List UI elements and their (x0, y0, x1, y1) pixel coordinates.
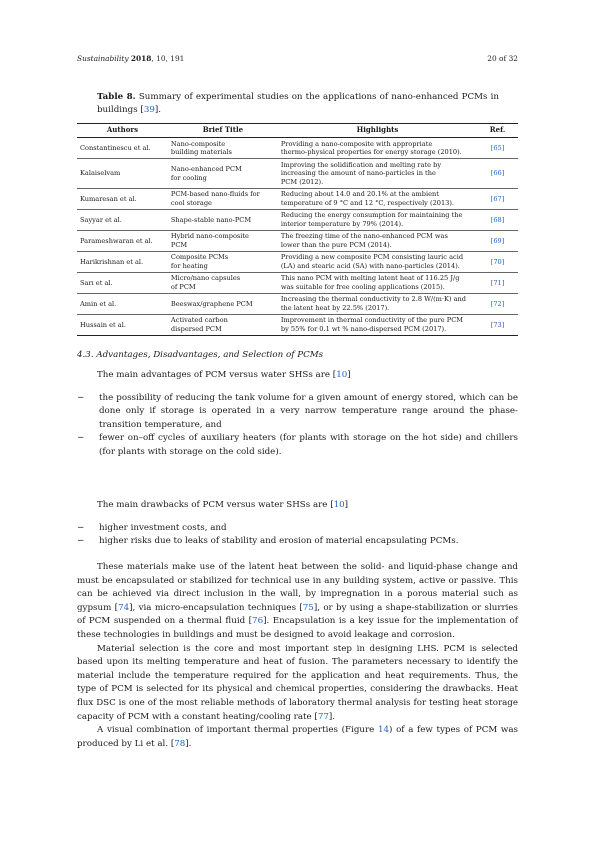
cell-ref[interactable]: [66] (477, 159, 518, 188)
cell-authors: Kumaresan et al. (77, 188, 168, 209)
summary-table (77, 123, 518, 336)
page-number: 20 of 32 (487, 54, 518, 63)
citation-link[interactable]: 76 (252, 616, 264, 627)
drawback-item: − higher investment costs, and (77, 522, 227, 533)
cell-brief-title: Nano-enhanced PCM for cooling (168, 159, 278, 188)
table-row (77, 230, 518, 251)
cell-ref[interactable]: [73] (477, 314, 518, 335)
cell-highlights: Improving the solidification and melting rate by increasing the amount of nano-particles in the PCM (2012). (278, 159, 477, 188)
cell-authors: Parameshwaran et al. (77, 230, 168, 251)
cell-brief-title: Composite PCMs for heating (168, 251, 278, 272)
cell-ref[interactable]: [72] (477, 293, 518, 314)
citation-link[interactable]: 39 (143, 105, 155, 115)
table-row (77, 251, 518, 272)
column-header-highlights: Highlights (278, 124, 477, 138)
table-row (77, 272, 518, 293)
advantage-item: − the possibility of reducing the tank volume for a given amount of energy stored, which can be done only if storage is operated in a very narrow temperature range around the phase-transition temperature, and (77, 392, 518, 430)
cell-highlights: The freezing time of the nano-enhanced PCM was lower than the pure PCM (2014). (278, 230, 477, 251)
advantages-intro: The main advantages of PCM versus water SHSs are [10] (97, 370, 351, 380)
table-caption: Table 8. Summary of experimental studies on the applications of nano-enhanced PCMs in buildings [39]. (97, 92, 499, 115)
cell-brief-title: Micro/nano capsules of PCM (168, 272, 278, 293)
running-header (77, 54, 518, 63)
cell-brief-title: Shape-stable nano-PCM (168, 209, 278, 230)
citation-link[interactable]: 78 (174, 738, 186, 749)
table-row (77, 159, 518, 188)
cell-ref[interactable]: [70] (477, 251, 518, 272)
section-heading: 4.3. Advantages, Disadvantages, and Selection of PCMs (77, 350, 324, 360)
cell-authors: Sarı et al. (77, 272, 168, 293)
advantage-item: − fewer on–off cycles of auxiliary heaters (for plants with storage on the hot side) and chillers (for plants with storage on the cold side). (77, 433, 518, 457)
column-header-ref: Ref. (477, 124, 518, 138)
cell-authors: Constantinescu et al. (77, 138, 168, 159)
table-row (77, 188, 518, 209)
table-body (77, 138, 518, 335)
table-row (77, 209, 518, 230)
cell-authors: Hussain et al. (77, 314, 168, 335)
cell-brief-title: Beeswax/graphene PCM (168, 293, 278, 314)
table-row (77, 314, 518, 335)
table-header-row (77, 124, 518, 138)
drawbacks-block (77, 499, 518, 549)
column-header-brief-title: Brief Title (168, 124, 278, 138)
cell-highlights: Providing a nano-composite with appropriate thermo-physical properties for energy storage (2010). (278, 138, 477, 159)
cell-brief-title: Nano-composite building materials (168, 138, 278, 159)
cell-ref[interactable]: [69] (477, 230, 518, 251)
cell-highlights: Increasing the thermal conductivity to 2.8 W/(m·K) and the latent heat by 22.5% (2017). (278, 293, 477, 314)
cell-highlights: Improvement in thermal conductivity of the pure PCM by 55% for 0.1 wt % nano-dispersed PCM (2017). (278, 314, 477, 335)
citation-link[interactable]: 75 (302, 602, 314, 613)
cell-authors: Amin et al. (77, 293, 168, 314)
drawbacks-intro: The main drawbacks of PCM versus water SHSs are [10] (97, 500, 349, 510)
cell-brief-title: Activated carbon dispersed PCM (168, 314, 278, 335)
paragraph: Material selection is the core and most important step in designing LHS. PCM is selected based upon its melting temperature and heat of fusion. The parameters necessary to identify the material include the temperature required for the application and heat requirements. Thus, the type of PCM is selected for its physical and chemical properties, considering the drawbacks. Heat flux DSC is one of the most reliable methods of laboratory thermal analysis for testing heat storage capacity of PCM with a constant heating/cooling rate [77]. (77, 643, 518, 722)
body-text (77, 561, 518, 751)
journal-citation: Sustainability 2018, 10, 191 (77, 54, 185, 63)
cell-ref[interactable]: [65] (477, 138, 518, 159)
cell-ref[interactable]: [67] (477, 188, 518, 209)
cell-authors: Harikrishnan et al. (77, 251, 168, 272)
paragraph: These materials make use of the latent heat between the solid- and liquid-phase change and must be encapsulated or stabilized for technical use in any building system, active or passive. This can be achieved via direct inclusion in the wall, by impregnation in a porous material such as gypsum [74], via micro-encapsulation techniques [75], or by using a shape-stabilization or slurries of PCM suspended on a thermal fluid [76]. Encapsulation is a key issue for the implementation of these technologies in buildings and must be designed to avoid leakage and corrosion. (77, 562, 519, 640)
figure-link[interactable]: 14 (377, 725, 390, 736)
table-row (77, 138, 518, 159)
advantages-block (77, 369, 518, 460)
cell-authors: Sayyar et al. (77, 209, 168, 230)
cell-ref[interactable]: [71] (477, 272, 518, 293)
cell-ref[interactable]: [68] (477, 209, 518, 230)
cell-highlights: Reducing the energy consumption for maintaining the interior temperature by 79% (2014). (278, 209, 477, 230)
citation-link[interactable]: 10 (333, 500, 345, 510)
citation-link[interactable]: 77 (317, 711, 329, 722)
cell-highlights: This nano PCM with melting latent heat of 116.25 J/g was suitable for free cooling applications (2015). (278, 272, 477, 293)
cell-brief-title: PCM-based nano-fluids for cool storage (168, 188, 278, 209)
cell-highlights: Providing a new composite PCM consisting lauric acid (LA) and stearic acid (SA) with nano-particles (2014). (278, 251, 477, 272)
paragraph: A visual combination of important thermal properties (Figure 14) of a few types of PCM was produced by Li et al. [78]. (77, 725, 518, 749)
citation-link[interactable]: 74 (118, 602, 130, 613)
drawback-item: − higher risks due to leaks of stability and erosion of material encapsulating PCMs. (77, 536, 459, 547)
cell-brief-title: Hybrid nano-composite PCM (168, 230, 278, 251)
cell-highlights: Reducing about 14.0 and 20.1% at the ambient temperature of 9 °C and 12 °C, respectively (2013). (278, 188, 477, 209)
column-header-authors: Authors (77, 124, 168, 138)
cell-authors: Kalaiselvam (77, 159, 168, 188)
citation-link[interactable]: 10 (336, 370, 348, 380)
table-row (77, 293, 518, 314)
